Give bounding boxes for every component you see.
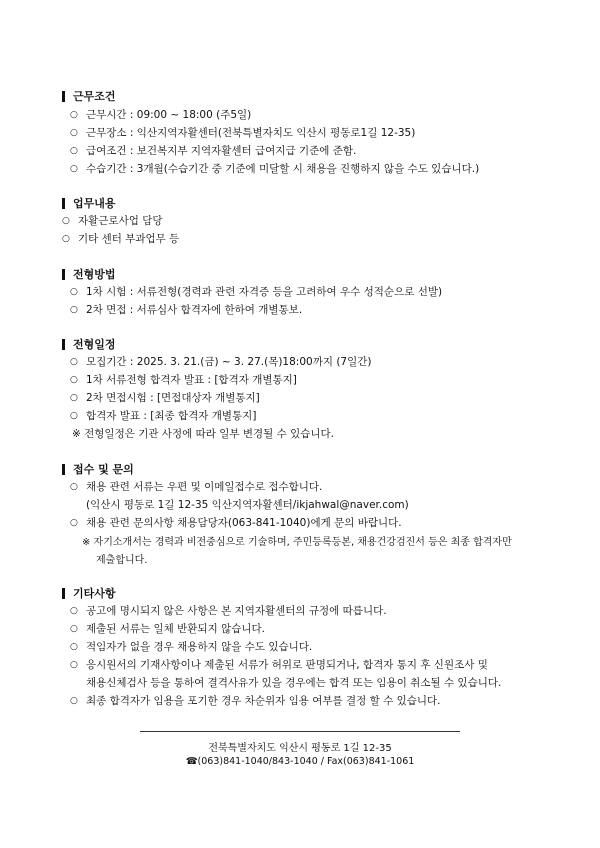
bullet-icon: ○ (70, 374, 78, 385)
bullet-icon: ○ (70, 641, 78, 652)
list-item: ○ 급여조건 : 보건복지부 지역자활센터 급여지급 기준에 준함. (70, 145, 357, 157)
heading-bar-icon (62, 198, 65, 209)
list-item: ○ 2차 면접 : 서류심사 합격자에 한하여 개별통보. (70, 304, 303, 316)
section-heading-duties: 업무내용 (62, 195, 116, 211)
section-heading-schedule: 전형일정 (62, 336, 116, 352)
inquiry-note: ※ 자기소개서는 경력과 비전중심으로 기술하며, 주민등록등본, 채용건강검진서 등은 최종 합격자만 (82, 537, 512, 548)
bullet-icon: ○ (70, 127, 78, 138)
footer-divider (140, 731, 460, 732)
bullet-icon: ○ (70, 392, 78, 403)
schedule-note: ※ 전형일정은 기관 사정에 따라 일부 변경될 수 있습니다. (72, 428, 334, 440)
bullet-icon: ○ (70, 481, 78, 492)
bullet-icon: ○ (70, 286, 78, 297)
bullet-icon: ○ (70, 659, 78, 670)
list-item: ○ 공고에 명시되지 않은 사항은 본 지역자활센터의 규정에 따릅니다. (70, 605, 387, 617)
heading-bar-icon (62, 339, 65, 350)
footer-contact: ☎(063)841-1040/843-1040 / Fax(063)841-1061 (185, 756, 415, 767)
list-item: ○ 2차 면접시험 : [면접대상자 개별통지] (70, 392, 260, 404)
heading-bar-icon (62, 91, 65, 102)
list-item: ○ 수습기간 : 3개월(수습기간 중 기준에 미달할 시 채용을 진행하지 않을 수도 있습니다.) (70, 163, 480, 175)
list-item: ○ 응시원서의 기재사항이나 제출된 서류가 허위로 판명되거나, 합격자 통지 후 신원조사 및 (70, 659, 488, 671)
inquiry-note-continued: 제출합니다. (96, 555, 148, 566)
bullet-icon: ○ (70, 695, 78, 706)
heading-bar-icon (62, 464, 65, 475)
section-heading-work-conditions: 근무조건 (62, 88, 116, 104)
list-item: ○ 근무장소 : 익산지역자활센터(전북특별자치도 익산시 평동로1길 12-35) (70, 127, 416, 139)
bullet-icon: ○ (70, 623, 78, 634)
footer-address: 전북특별자치도 익산시 평동로 1길 12-35 (208, 743, 392, 754)
bullet-icon: ○ (70, 109, 78, 120)
bullet-icon: ○ (70, 163, 78, 174)
bullet-icon: ○ (70, 304, 78, 315)
list-item: ○ 1차 서류전형 합격자 발표 : [합격자 개별통지] (70, 374, 297, 386)
heading-bar-icon (62, 588, 65, 599)
list-item: ○ 제출된 서류는 일체 반환되지 않습니다. (70, 623, 265, 635)
bullet-icon: ○ (62, 215, 70, 226)
bullet-icon: ○ (70, 517, 78, 528)
list-item: ○ 채용 관련 문의사항 채용담당자(063-841-1040)에게 문의 바랍니다. (70, 517, 402, 529)
list-item: ○ 기타 센터 부과업무 등 (62, 233, 180, 245)
list-item: ○ 채용 관련 서류는 우편 및 이메일접수로 접수합니다. (70, 481, 323, 493)
bullet-icon: ○ (70, 410, 78, 421)
section-heading-misc: 기타사항 (62, 585, 116, 601)
bullet-icon: ○ (70, 605, 78, 616)
list-item: ○ 합격자 발표 : [최종 합격자 개별통지] (70, 410, 257, 422)
bullet-icon: ○ (70, 356, 78, 367)
list-item: ○ 자활근로사업 담당 (62, 215, 163, 227)
list-item: ○ 근무시간 : 09:00 ~ 18:00 (주5일) (70, 109, 252, 121)
heading-bar-icon (62, 269, 65, 280)
list-item: ○ 모집기간 : 2025. 3. 21.(금) ~ 3. 27.(목)18:00까지 (7일간) (70, 356, 372, 368)
section-heading-selection-method: 전형방법 (62, 266, 116, 282)
list-item: ○ 최종 합격자가 임용을 포기한 경우 차순위자 임용 여부를 결정 할 수 있습니다. (70, 695, 441, 707)
list-item: ○ 1차 시험 : 서류전형(경력과 관련 자격증 등을 고려하여 우수 성적순으로 선발) (70, 286, 443, 298)
list-item-continued: 채용신체검사 등을 통하여 결격사유가 있을 경우에는 합격 또는 임용이 취소될 수 있습니다. (86, 677, 502, 689)
bullet-icon: ○ (70, 145, 78, 156)
list-item: ○ 적임자가 없을 경우 채용하지 않을 수도 있습니다. (70, 641, 313, 653)
bullet-icon: ○ (62, 233, 70, 244)
section-heading-inquiry: 접수 및 문의 (62, 461, 134, 477)
list-item-address: (익산시 평동로 1길 12-35 익산지역자활센터/ikjahwal@naver.com) (86, 499, 409, 511)
